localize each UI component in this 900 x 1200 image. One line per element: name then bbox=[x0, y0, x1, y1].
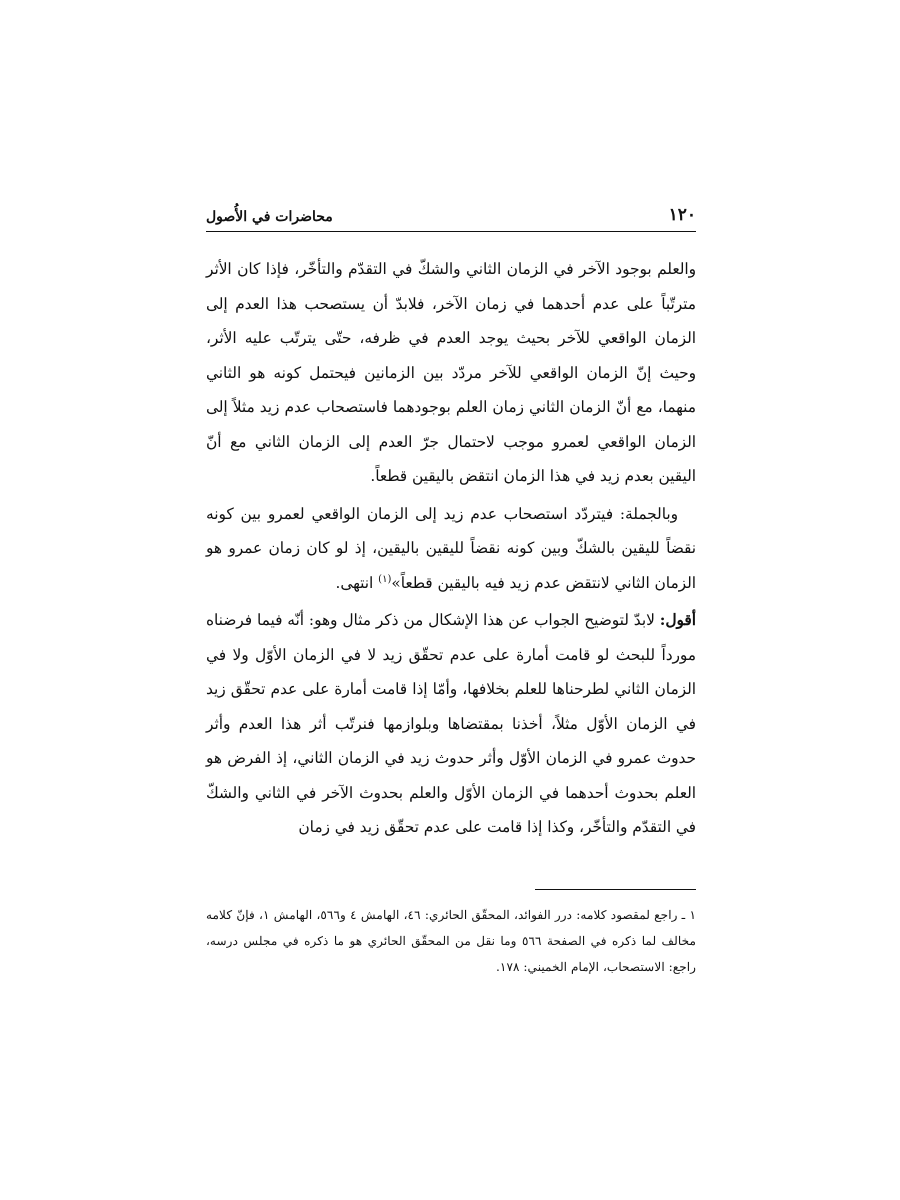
book-title: محاضرات في الأُصول bbox=[206, 209, 333, 225]
paragraph bbox=[206, 603, 696, 845]
paragraph-text: لابدّ لتوضيح الجواب عن هذا الإشكال من ذكر مثال وهو: أنّه فيما فرضناه مورداً للبحث لو قامت أمارة على عدم تحقّق زيد لا في الزمان الأوّل ولا في الزمان الثاني لطرحناها للعلم بخلافها، وأمّا إذا قامت أمارة على عدم تحقّق زيد في الزمان الأوّل مثلاً، أخذنا بمقتضاها وبلوازمها فنرتّب أثر هذا العدم وأثر حدوث عمرو في الزمان الأوّل وأثر حدوث زيد في الزمان الثاني، إذ الفرض هو العلم بحدوث أحدهما في الزمان الأوّل والعلم بحدوث الآخر في الثاني والشكّ في التقدّم والتأخّر، وكذا إذا قامت على عدم تحقّق زيد في زمان bbox=[206, 611, 696, 836]
footnotes bbox=[206, 902, 696, 980]
paragraph-text: وبالجملة: فيتردّد استصحاب عدم زيد إلى الزمان الواقعي لعمرو بين كونه نقضاً لليقين بالشكّ وبين كونه نقضاً لليقين باليقين، إذ لو كان زمان عمرو هو الزمان الثاني لانتقض عدم زيد فيه باليقين قطعاً» bbox=[206, 504, 696, 592]
footnote: ١ ـ راجع لمقصود كلامه: درر الفوائد، المحقّق الحائري: ٤٦، الهامش ٤ و٥٦٦، الهامش ١، فإنّ كلامه مخالف لما ذكره في الصفحة ٥٦٦ وما نقل من المحقّق الحائري هو ما ذكره في مجلس درسه، راجع: الاستصحاب، الإمام الخميني: ١٧٨. bbox=[206, 908, 697, 974]
footnote-reference: (١) bbox=[378, 573, 392, 585]
paragraph bbox=[206, 497, 696, 601]
paragraph: والعلم بوجود الآخر في الزمان الثاني والشكّ في التقدّم والتأخّر، فإذا كان الأثر مترتّباً على عدم أحدهما في زمان الآخر، فلابدّ أن يستصحب هذا العدم إلى الزمان الواقعي للآخر بحيث يوجد العدم في ظرفه، حتّى يترتّب عليه الأثر، وحيث إنّ الزمان الواقعي للآخر مردّد بين الزمانين فيحتمل كونه هو الثاني منهما، مع أنّ الزمان الثاني زمان العلم بوجودهما فاستصحاب عدم زيد مثلاً إلى الزمان الواقعي لعمرو موجب لاحتمال جرّ العدم إلى الزمان الثاني مع أنّ اليقين بعدم زيد في هذا الزمان انتقض باليقين قطعاً. bbox=[206, 260, 696, 485]
page-number: ١٢٠ bbox=[668, 205, 696, 225]
lead-word: أقول: bbox=[659, 611, 696, 629]
paragraph-tail: انتهى. bbox=[335, 573, 379, 592]
running-header bbox=[206, 202, 696, 232]
body-text bbox=[206, 252, 696, 845]
footnote-divider bbox=[535, 889, 696, 890]
